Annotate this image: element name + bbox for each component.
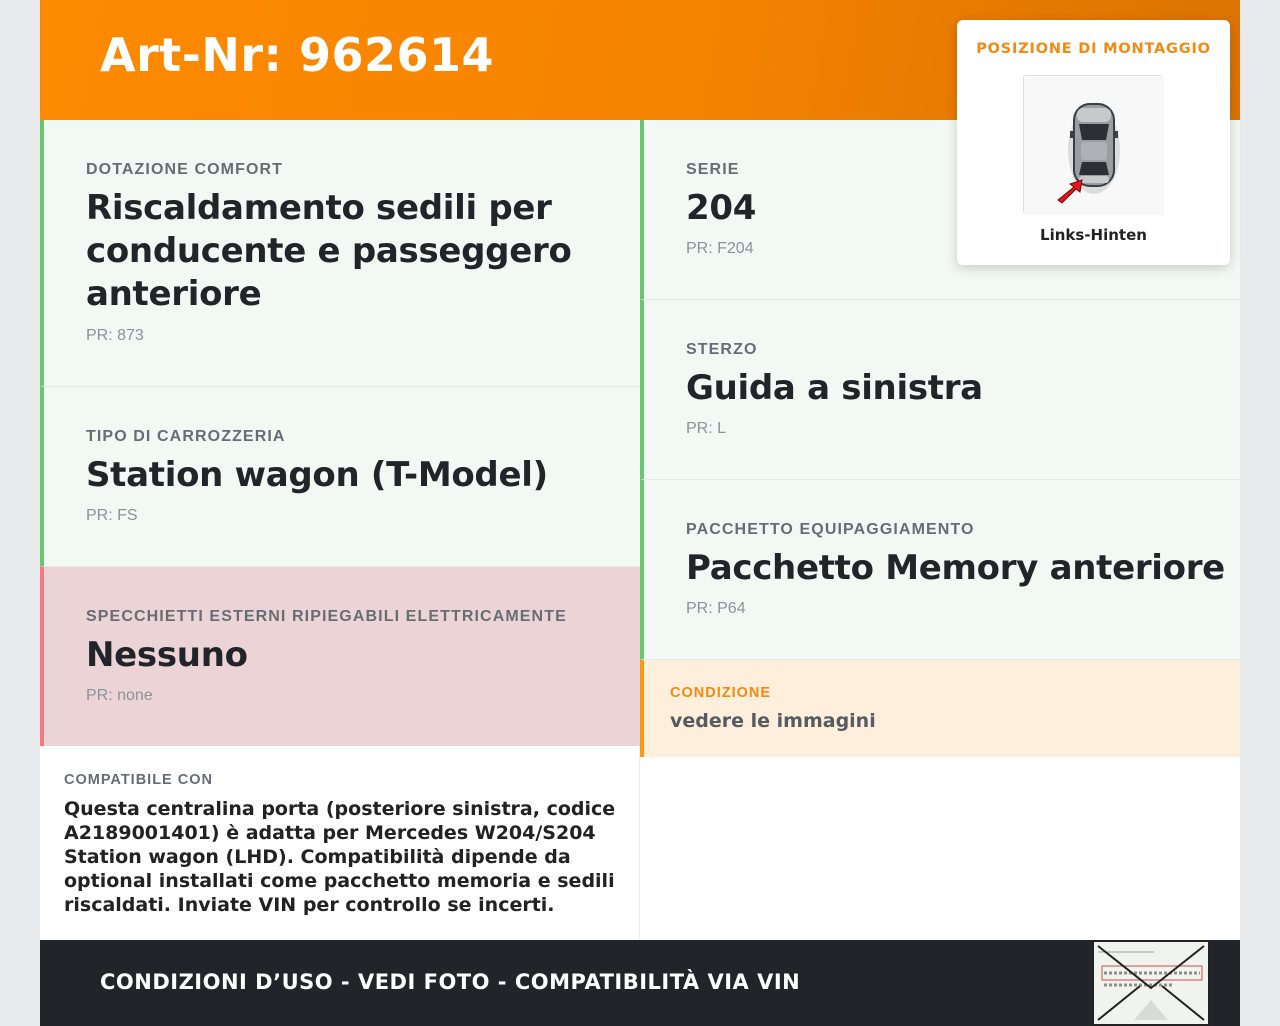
product-sheet (40, 0, 1240, 1026)
compatibility-section (40, 746, 640, 940)
condition-value: vedere le immagini (670, 710, 876, 732)
mounting-position-title: POSIZIONE DI MONTAGGIO (976, 41, 1211, 57)
mounting-position-card (957, 20, 1230, 265)
spec-value: Riscaldamento sedili per conducente e passeggero anteriore (86, 188, 572, 314)
spec-label: TIPO DI CARROZZERIA (86, 428, 286, 445)
mounting-position-label: Links-Hinten (1040, 226, 1147, 244)
condition-label: CONDIZIONE (670, 685, 772, 701)
spec-pr-code: PR: F204 (686, 240, 754, 257)
spec-label: DOTAZIONE COMFORT (86, 161, 284, 178)
compatibility-text: Questa centralina porta (posteriore sinistra, codice A2189001401) è adatta per Mercedes W204/S204 Station wagon (LHD). Compatibilità dipende da optional installati come pacchetto memoria e sedili riscaldati. Inviate VIN per controllo se incerti. (64, 798, 616, 916)
spec-value: Guida a sinistra (686, 368, 983, 408)
spec-cell-comfort (40, 120, 640, 387)
spec-label: SERIE (686, 161, 740, 178)
spec-label: PACCHETTO EQUIPAGGIAMENTO (686, 521, 975, 538)
spec-value: Station wagon (T-Model) (86, 455, 548, 495)
compatibility-label: COMPATIBILE CON (64, 772, 213, 788)
spec-label: STERZO (686, 341, 758, 358)
article-number: Art-Nr: 962614 (100, 28, 495, 82)
spec-cell-steering (640, 300, 1240, 480)
spec-value: Nessuno (86, 635, 248, 675)
spec-label: SPECCHIETTI ESTERNI RIPIEGABILI ELETTRICAMENTE (86, 608, 567, 625)
spec-pr-code: PR: 873 (86, 327, 144, 344)
car-top-view-icon (1023, 75, 1163, 214)
footer-text: CONDIZIONI D’USO - VEDI FOTO - COMPATIBILITÀ VIA VIN (100, 970, 801, 994)
spec-value: 204 (686, 188, 757, 228)
spec-cell-mirrors (40, 567, 640, 747)
spec-cell-equipment-package (640, 480, 1240, 660)
spec-cell-body-type (40, 387, 640, 567)
registration-document-stamp-icon (1092, 940, 1210, 1026)
condition-box (640, 660, 1240, 757)
spec-pr-code: PR: none (86, 687, 153, 704)
spec-pr-code: PR: FS (86, 507, 138, 524)
spec-value: Pacchetto Memory anteriore (686, 548, 1225, 588)
spec-pr-code: PR: L (686, 420, 727, 437)
spec-pr-code: PR: P64 (686, 600, 746, 617)
footer-bar (40, 940, 1240, 1026)
